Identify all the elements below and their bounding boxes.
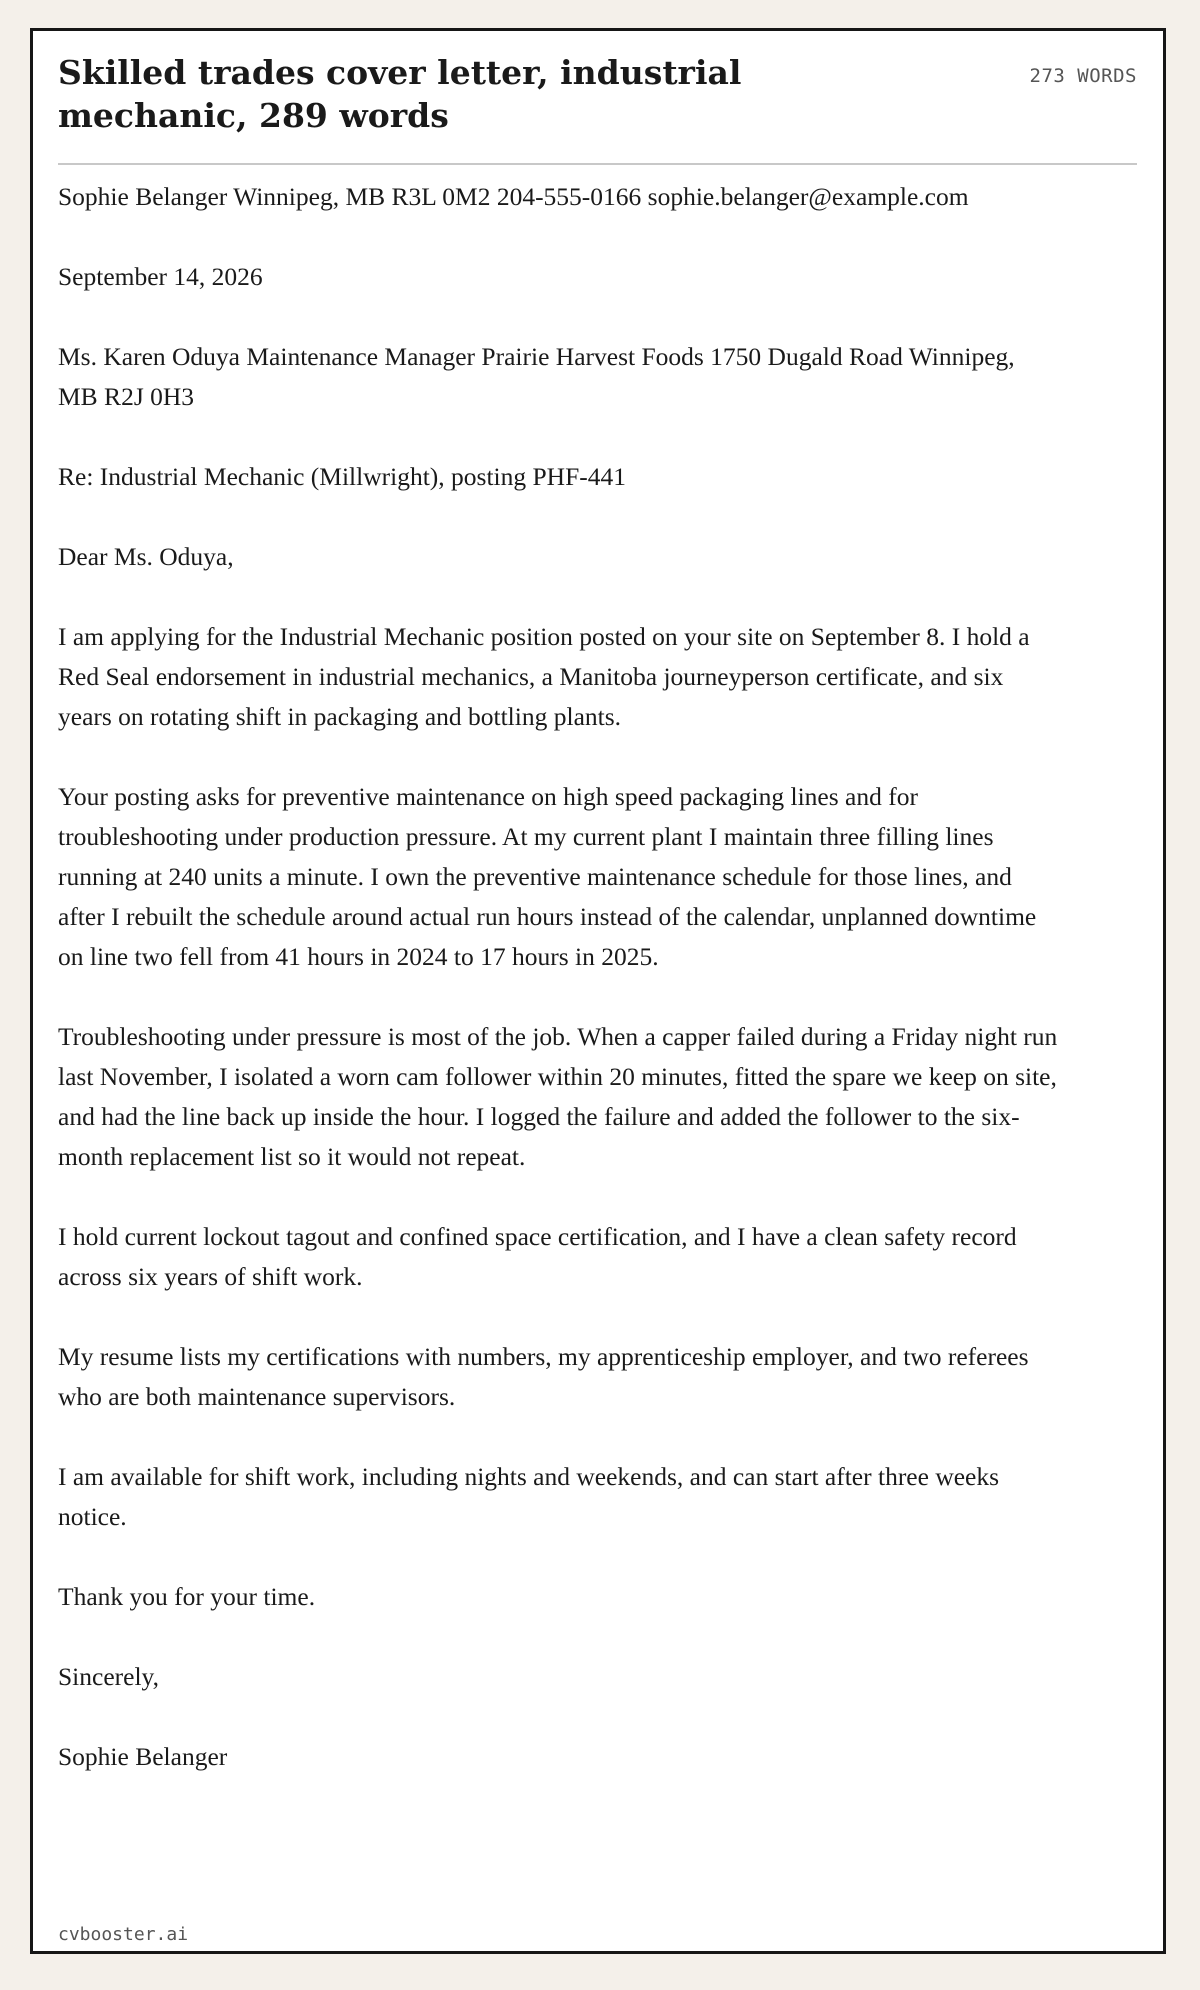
subject-line: Re: Industrial Mechanic (Millwright), posting PHF-441 (58, 462, 627, 491)
letter-body (58, 165, 1137, 1777)
body-paragraph: My resume lists my certifications with numbers, my apprenticeship employer, and two referees who are both maintenance supervisors. (58, 1342, 1029, 1411)
closing-line: Sincerely, (58, 1662, 160, 1691)
signature: Sophie Belanger (58, 1742, 228, 1771)
salutation: Dear Ms. Oduya, (58, 542, 234, 571)
body-paragraph: I hold current lockout tagout and confined space certification, and I have a clean safety record across six years of shift work. (58, 1222, 1017, 1291)
body-paragraph: Your posting asks for preventive maintenance on high speed packaging lines and for troubleshooting under production pressure. At my current plant I maintain three filling lines running at 240 units a minute. I own the preventive maintenance schedule for those lines, and after I rebuilt the schedule around actual run hours instead of the calendar, unplanned downtime on line two fell from 41 hours in 2024 to 17 hours in 2025. (58, 782, 1037, 971)
brand-footer: cvbooster.ai (58, 1924, 189, 1945)
cover-letter-card (30, 28, 1166, 1954)
thanks-line: Thank you for your time. (58, 1582, 316, 1611)
body-paragraph: I am applying for the Industrial Mechanic position posted on your site on September 8. I hold a Red Seal endorsement in industrial mechanics, a Manitoba journeyperson certificate, and six years on rotating shift in packaging and bottling plants. (58, 622, 1030, 731)
sender-block: Sophie Belanger Winnipeg, MB R3L 0M2 204-555-0166 sophie.belanger@example.com (58, 182, 969, 211)
letter-date: September 14, 2026 (58, 262, 263, 291)
recipient-block: Ms. Karen Oduya Maintenance Manager Prairie Harvest Foods 1750 Dugald Road Winnipeg, MB R2J 0H3 (58, 342, 1015, 411)
letter-header (58, 31, 1137, 165)
word-count-badge: 273 WORDS (1029, 65, 1137, 87)
body-paragraph: I am available for shift work, including nights and weekends, and can start after three weeks notice. (58, 1462, 1000, 1531)
page-title: Skilled trades cover letter, industrial mechanic, 289 words (58, 53, 742, 135)
body-paragraph: Troubleshooting under pressure is most of the job. When a capper failed during a Friday night run last November, I isolated a worn cam follower within 20 minutes, fitted the spare we keep on site, and had the line back up inside the hour. I logged the failure and added the follower to the six-month replacement list so it would not repeat. (58, 1022, 1058, 1171)
